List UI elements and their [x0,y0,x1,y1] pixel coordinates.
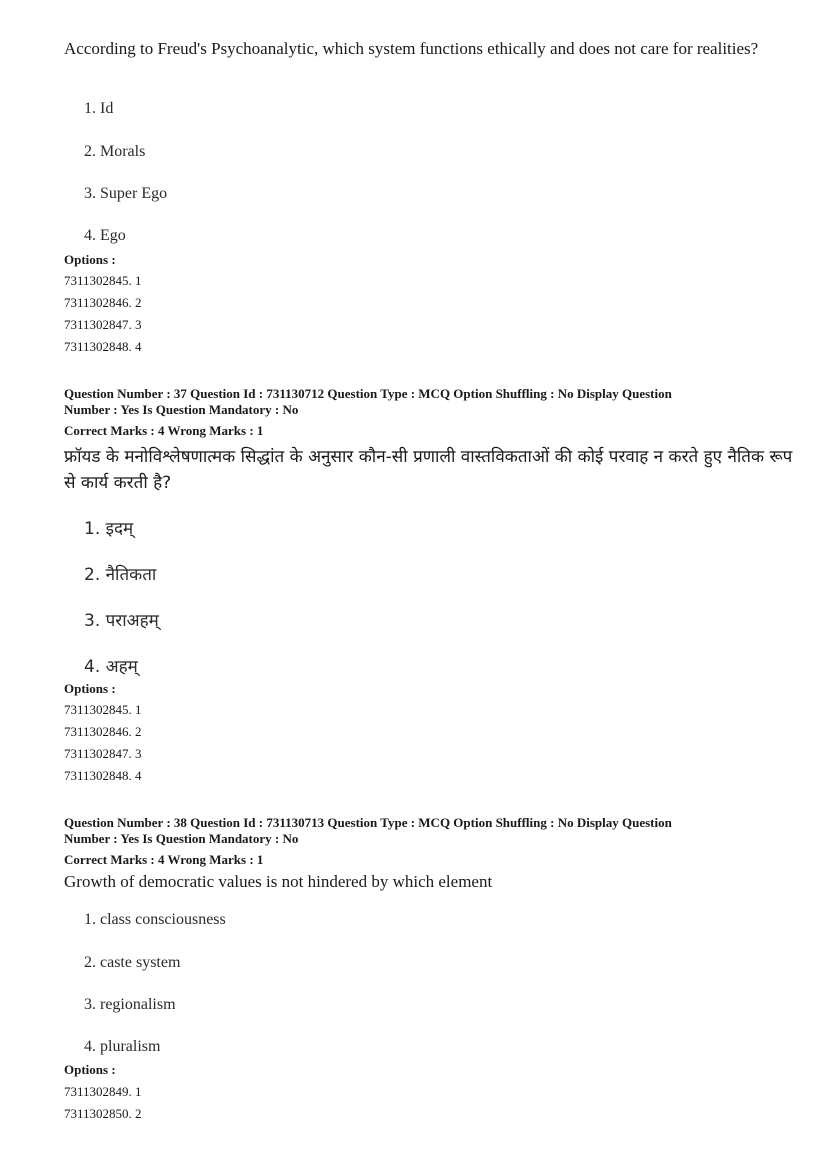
choice-1: 1. class consciousness [84,911,226,928]
choice-2: 2. caste system [84,954,181,971]
question-text-38: Growth of democratic values is not hindered by which element [64,872,493,891]
option-id: 7311302845. 1 [64,273,142,288]
choice-3: 3. regionalism [84,996,176,1013]
marks-38: Correct Marks : 4 Wrong Marks : 1 [64,852,264,867]
question-text-37: फ्रॉयड के मनोविश्लेषणात्मक सिद्धांत के अनुसार कौन-सी प्रणाली वास्तविकताओं की कोई परवाह न करते हुए नैतिक रूप से कार्य करती है? [64,447,793,493]
option-id: 7311302846. 2 [64,295,142,310]
choice-2: 2. Morals [84,143,146,160]
question-text-36: According to Freud's Psychoanalytic, which system functions ethically and does not care for realities? [64,39,759,58]
choice-3: 3. पराअहम् [84,611,159,631]
option-id: 7311302847. 3 [64,317,142,332]
option-id: 7311302848. 4 [64,339,142,354]
choice-1: 1. Id [84,100,114,117]
options-label: Options : [64,681,116,696]
question-meta-37-cont: Number : Yes Is Question Mandatory : No [64,402,299,417]
choice-2: 2. नैतिकता [84,565,157,585]
choice-1: 1. इदम् [84,519,134,539]
choice-4: 4. pluralism [84,1038,161,1055]
options-label: Options : [64,252,116,267]
option-id: 7311302848. 4 [64,768,142,783]
choice-3: 3. Super Ego [84,185,168,202]
question-meta-37: Question Number : 37 Question Id : 731130712 Question Type : MCQ Option Shuffling : No Display Question [64,386,672,401]
option-id: 7311302846. 2 [64,724,142,739]
choice-4: 4. Ego [84,227,126,244]
choice-4: 4. अहम् [84,657,138,677]
marks-37: Correct Marks : 4 Wrong Marks : 1 [64,423,264,438]
option-id: 7311302850. 2 [64,1106,142,1121]
question-meta-38-cont: Number : Yes Is Question Mandatory : No [64,831,299,846]
option-id: 7311302845. 1 [64,702,142,717]
option-id: 7311302847. 3 [64,746,142,761]
question-meta-38: Question Number : 38 Question Id : 731130713 Question Type : MCQ Option Shuffling : No Display Question [64,815,672,830]
option-id: 7311302849. 1 [64,1084,142,1099]
options-label: Options : [64,1062,116,1077]
